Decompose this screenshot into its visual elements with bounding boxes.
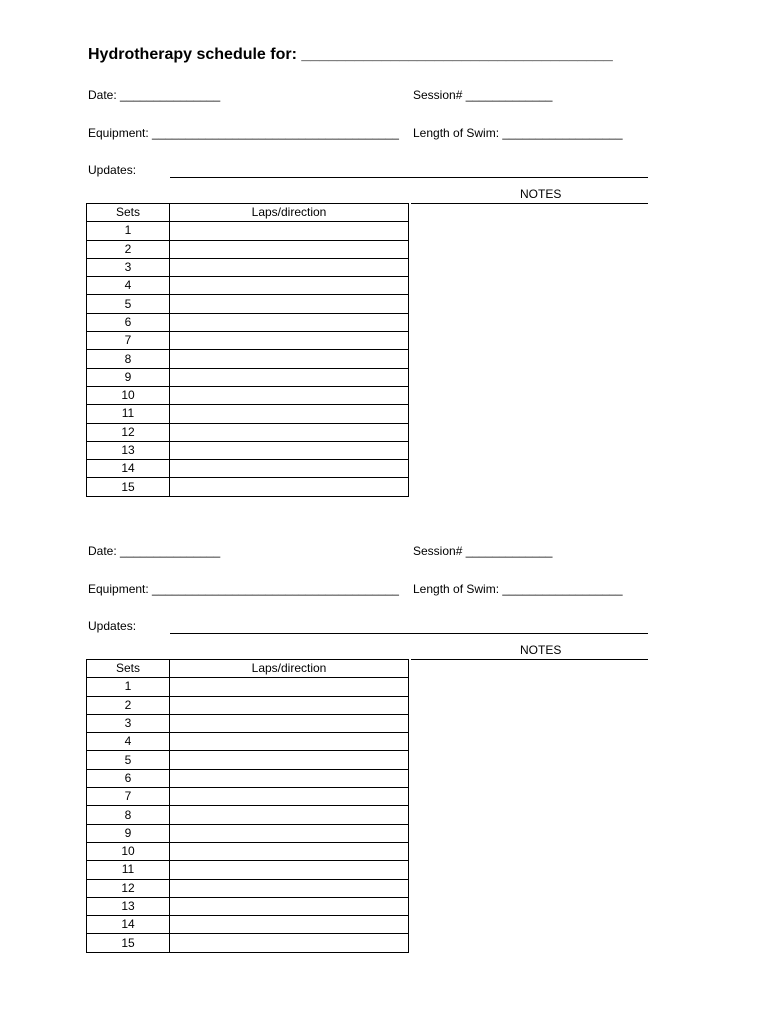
set-number: 6	[87, 769, 170, 787]
table-row	[87, 423, 409, 441]
set-number: 5	[87, 751, 170, 769]
laps-direction-cell[interactable]	[170, 222, 409, 240]
laps-direction-cell[interactable]	[170, 478, 409, 496]
session-field[interactable]: Session# _____________	[413, 88, 553, 102]
sets-table	[86, 659, 409, 953]
column-header-sets: Sets	[87, 204, 170, 222]
table-row	[87, 824, 409, 842]
laps-direction-cell[interactable]	[170, 916, 409, 934]
laps-direction-cell[interactable]	[170, 806, 409, 824]
table-row	[87, 295, 409, 313]
table-row	[87, 751, 409, 769]
table-row	[87, 368, 409, 386]
updates-line	[170, 633, 648, 634]
laps-direction-cell[interactable]	[170, 240, 409, 258]
set-number: 15	[87, 934, 170, 952]
table-row	[87, 733, 409, 751]
table-row	[87, 842, 409, 860]
laps-direction-cell[interactable]	[170, 861, 409, 879]
laps-direction-cell[interactable]	[170, 258, 409, 276]
notes-line	[411, 203, 648, 204]
sets-table	[86, 203, 409, 497]
table-row	[87, 934, 409, 952]
set-number: 13	[87, 441, 170, 459]
table-row	[87, 460, 409, 478]
laps-direction-cell[interactable]	[170, 842, 409, 860]
updates-label: Updates:	[88, 619, 137, 633]
laps-direction-cell[interactable]	[170, 313, 409, 331]
table-row	[87, 478, 409, 496]
date-field[interactable]: Date: _______________	[88, 544, 221, 558]
set-number: 9	[87, 368, 170, 386]
set-number: 1	[87, 222, 170, 240]
table-row	[87, 788, 409, 806]
page-title: Hydrotherapy schedule for: ___________________________________	[88, 46, 613, 63]
set-number: 10	[87, 386, 170, 404]
laps-direction-cell[interactable]	[170, 769, 409, 787]
table-row	[87, 897, 409, 915]
date-field[interactable]: Date: _______________	[88, 88, 221, 102]
laps-direction-cell[interactable]	[170, 295, 409, 313]
laps-direction-cell[interactable]	[170, 678, 409, 696]
laps-direction-cell[interactable]	[170, 350, 409, 368]
set-number: 5	[87, 295, 170, 313]
set-number: 7	[87, 788, 170, 806]
table-row	[87, 350, 409, 368]
laps-direction-cell[interactable]	[170, 733, 409, 751]
equipment-field[interactable]: Equipment: _____________________________________	[88, 582, 399, 596]
table-row	[87, 861, 409, 879]
table-row	[87, 769, 409, 787]
set-number: 6	[87, 313, 170, 331]
set-number: 3	[87, 714, 170, 732]
laps-direction-cell[interactable]	[170, 934, 409, 952]
laps-direction-cell[interactable]	[170, 897, 409, 915]
laps-direction-cell[interactable]	[170, 751, 409, 769]
laps-direction-cell[interactable]	[170, 824, 409, 842]
laps-direction-cell[interactable]	[170, 788, 409, 806]
set-number: 13	[87, 897, 170, 915]
set-number: 15	[87, 478, 170, 496]
session-field[interactable]: Session# _____________	[413, 544, 553, 558]
table-header-row	[87, 660, 409, 678]
laps-direction-cell[interactable]	[170, 423, 409, 441]
set-number: 10	[87, 842, 170, 860]
table-row	[87, 405, 409, 423]
table-row	[87, 277, 409, 295]
laps-direction-cell[interactable]	[170, 386, 409, 404]
laps-direction-cell[interactable]	[170, 879, 409, 897]
laps-direction-cell[interactable]	[170, 405, 409, 423]
set-number: 12	[87, 879, 170, 897]
set-number: 9	[87, 824, 170, 842]
table-row	[87, 386, 409, 404]
set-number: 2	[87, 696, 170, 714]
updates-line	[170, 177, 648, 178]
updates-label: Updates:	[88, 163, 137, 177]
column-header-laps: Laps/direction	[170, 204, 409, 222]
table-row	[87, 678, 409, 696]
column-header-laps: Laps/direction	[170, 660, 409, 678]
set-number: 14	[87, 460, 170, 478]
set-number: 2	[87, 240, 170, 258]
set-number: 4	[87, 733, 170, 751]
column-header-sets: Sets	[87, 660, 170, 678]
set-number: 14	[87, 916, 170, 934]
equipment-field[interactable]: Equipment: _____________________________________	[88, 126, 399, 140]
set-number: 7	[87, 332, 170, 350]
laps-direction-cell[interactable]	[170, 460, 409, 478]
table-row	[87, 806, 409, 824]
table-row	[87, 332, 409, 350]
table-row	[87, 696, 409, 714]
set-number: 12	[87, 423, 170, 441]
set-number: 8	[87, 806, 170, 824]
set-number: 11	[87, 405, 170, 423]
table-row	[87, 222, 409, 240]
laps-direction-cell[interactable]	[170, 714, 409, 732]
length-of-swim-field[interactable]: Length of Swim: __________________	[413, 126, 623, 140]
table-row	[87, 258, 409, 276]
notes-header: NOTES	[520, 643, 562, 657]
laps-direction-cell[interactable]	[170, 696, 409, 714]
table-row	[87, 879, 409, 897]
length-of-swim-field[interactable]: Length of Swim: __________________	[413, 582, 623, 596]
set-number: 11	[87, 861, 170, 879]
notes-line	[411, 659, 648, 660]
table-header-row	[87, 204, 409, 222]
laps-direction-cell[interactable]	[170, 277, 409, 295]
set-number: 1	[87, 678, 170, 696]
table-row	[87, 916, 409, 934]
table-row	[87, 441, 409, 459]
table-row	[87, 240, 409, 258]
laps-direction-cell[interactable]	[170, 441, 409, 459]
set-number: 3	[87, 258, 170, 276]
set-number: 4	[87, 277, 170, 295]
set-number: 8	[87, 350, 170, 368]
laps-direction-cell[interactable]	[170, 332, 409, 350]
notes-header: NOTES	[520, 187, 562, 201]
table-row	[87, 313, 409, 331]
laps-direction-cell[interactable]	[170, 368, 409, 386]
table-row	[87, 714, 409, 732]
